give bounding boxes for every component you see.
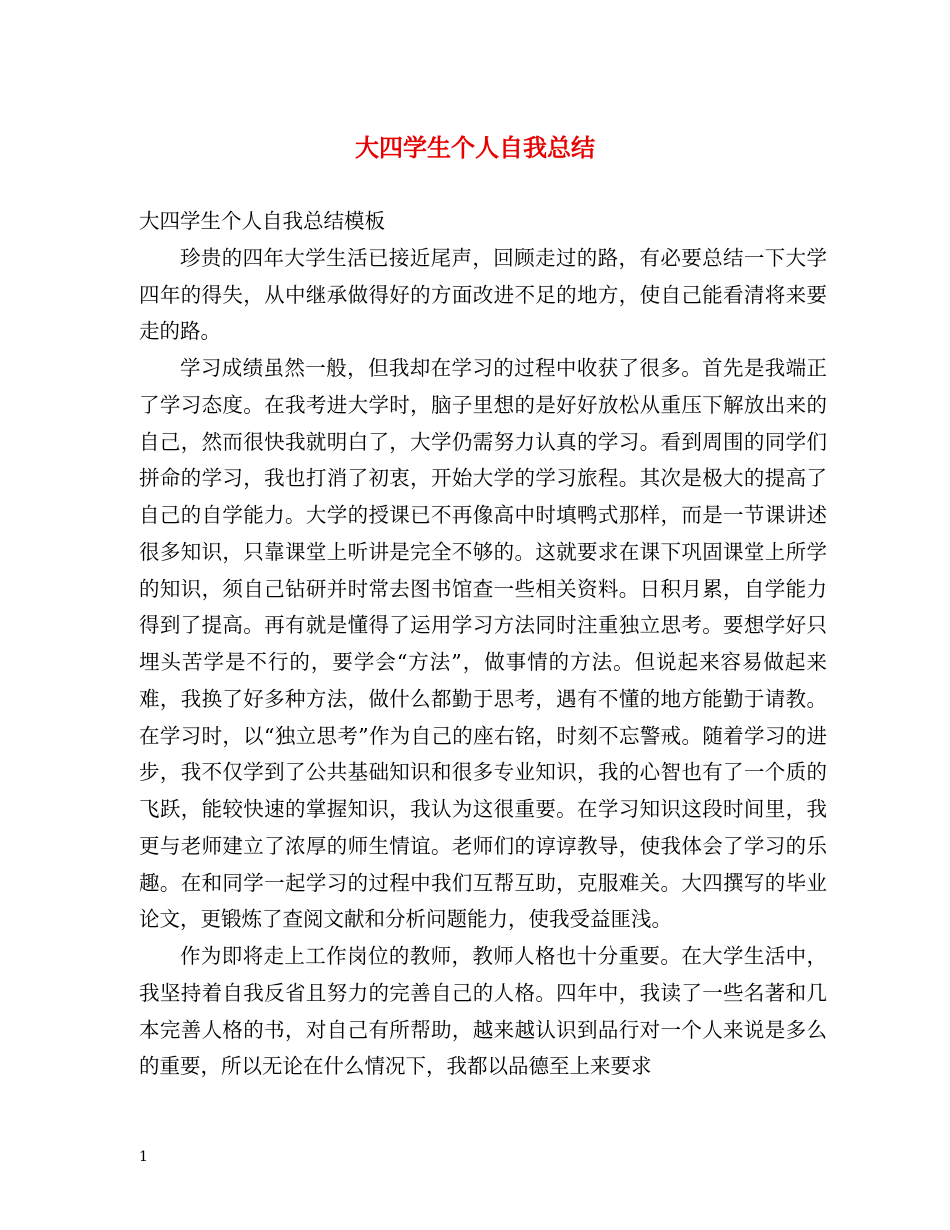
document-title: 大四学生个人自我总结 xyxy=(355,133,595,162)
document-body xyxy=(139,203,827,1085)
paragraph-intro: 珍贵的四年大学生活已接近尾声，回顾走过的路，有必要总结一下大学四年的得失，从中继承做得好的方面改进不足的地方，使自己能看清将来要走的路。 xyxy=(139,245,827,344)
paragraph-character: 作为即将走上工作岗位的教师，教师人格也十分重要。在大学生活中，我坚持着自我反省且努力的完善自己的人格。四年中，我读了一些名著和几本完善人格的书，对自己有所帮助，越来越认识到品行对一个人来说是多么的重要，所以无论在什么情况下，我都以品德至上来要求 xyxy=(139,944,827,1079)
document-subtitle: 大四学生个人自我总结模板 xyxy=(139,209,385,233)
paragraph-study: 学习成绩虽然一般，但我却在学习的过程中收获了很多。首先是我端正了学习态度。在我考进大学时，脑子里想的是好好放松从重压下解放出来的自己，然而很快我就明白了，大学仍需努力认真的学习。看到周围的同学们拼命的学习，我也打消了初衷，开始大学的学习旅程。其次是极大的提高了自己的自学能力。大学的授课已不再像高中时填鸭式那样，而是一节课讲述很多知识，只靠课堂上听讲是完全不够的。这就要求在课下巩固课堂上所学的知识，须自己钻研并时常去图书馆查一些相关资料。日积月累，自学能力得到了提高。再有就是懂得了运用学习方法同时注重独立思考。要想学好只埋头苦学是不行的，要学会“方法”，做事情的方法。但说起来容易做起来难，我换了好多种方法，做什么都勤于思考，遇有不懂的地方能勤于请教。在学习时，以“独立思考”作为自己的座右铭，时刻不忘警戒。随着学习的进步，我不仅学到了公共基础知识和很多专业知识，我的心智也有了一个质的飞跃，能较快速的掌握知识，我认为这很重要。在学习知识这段时间里，我更与老师建立了浓厚的师生情谊。老师们的谆谆教导，使我体会了学习的乐趣。在和同学一起学习的过程中我们互帮互助，克服难关。大四撰写的毕业论文，更锻炼了查阅文献和分析问题能力，使我受益匪浅。 xyxy=(139,356,827,932)
page-number: 1 xyxy=(139,1149,148,1165)
